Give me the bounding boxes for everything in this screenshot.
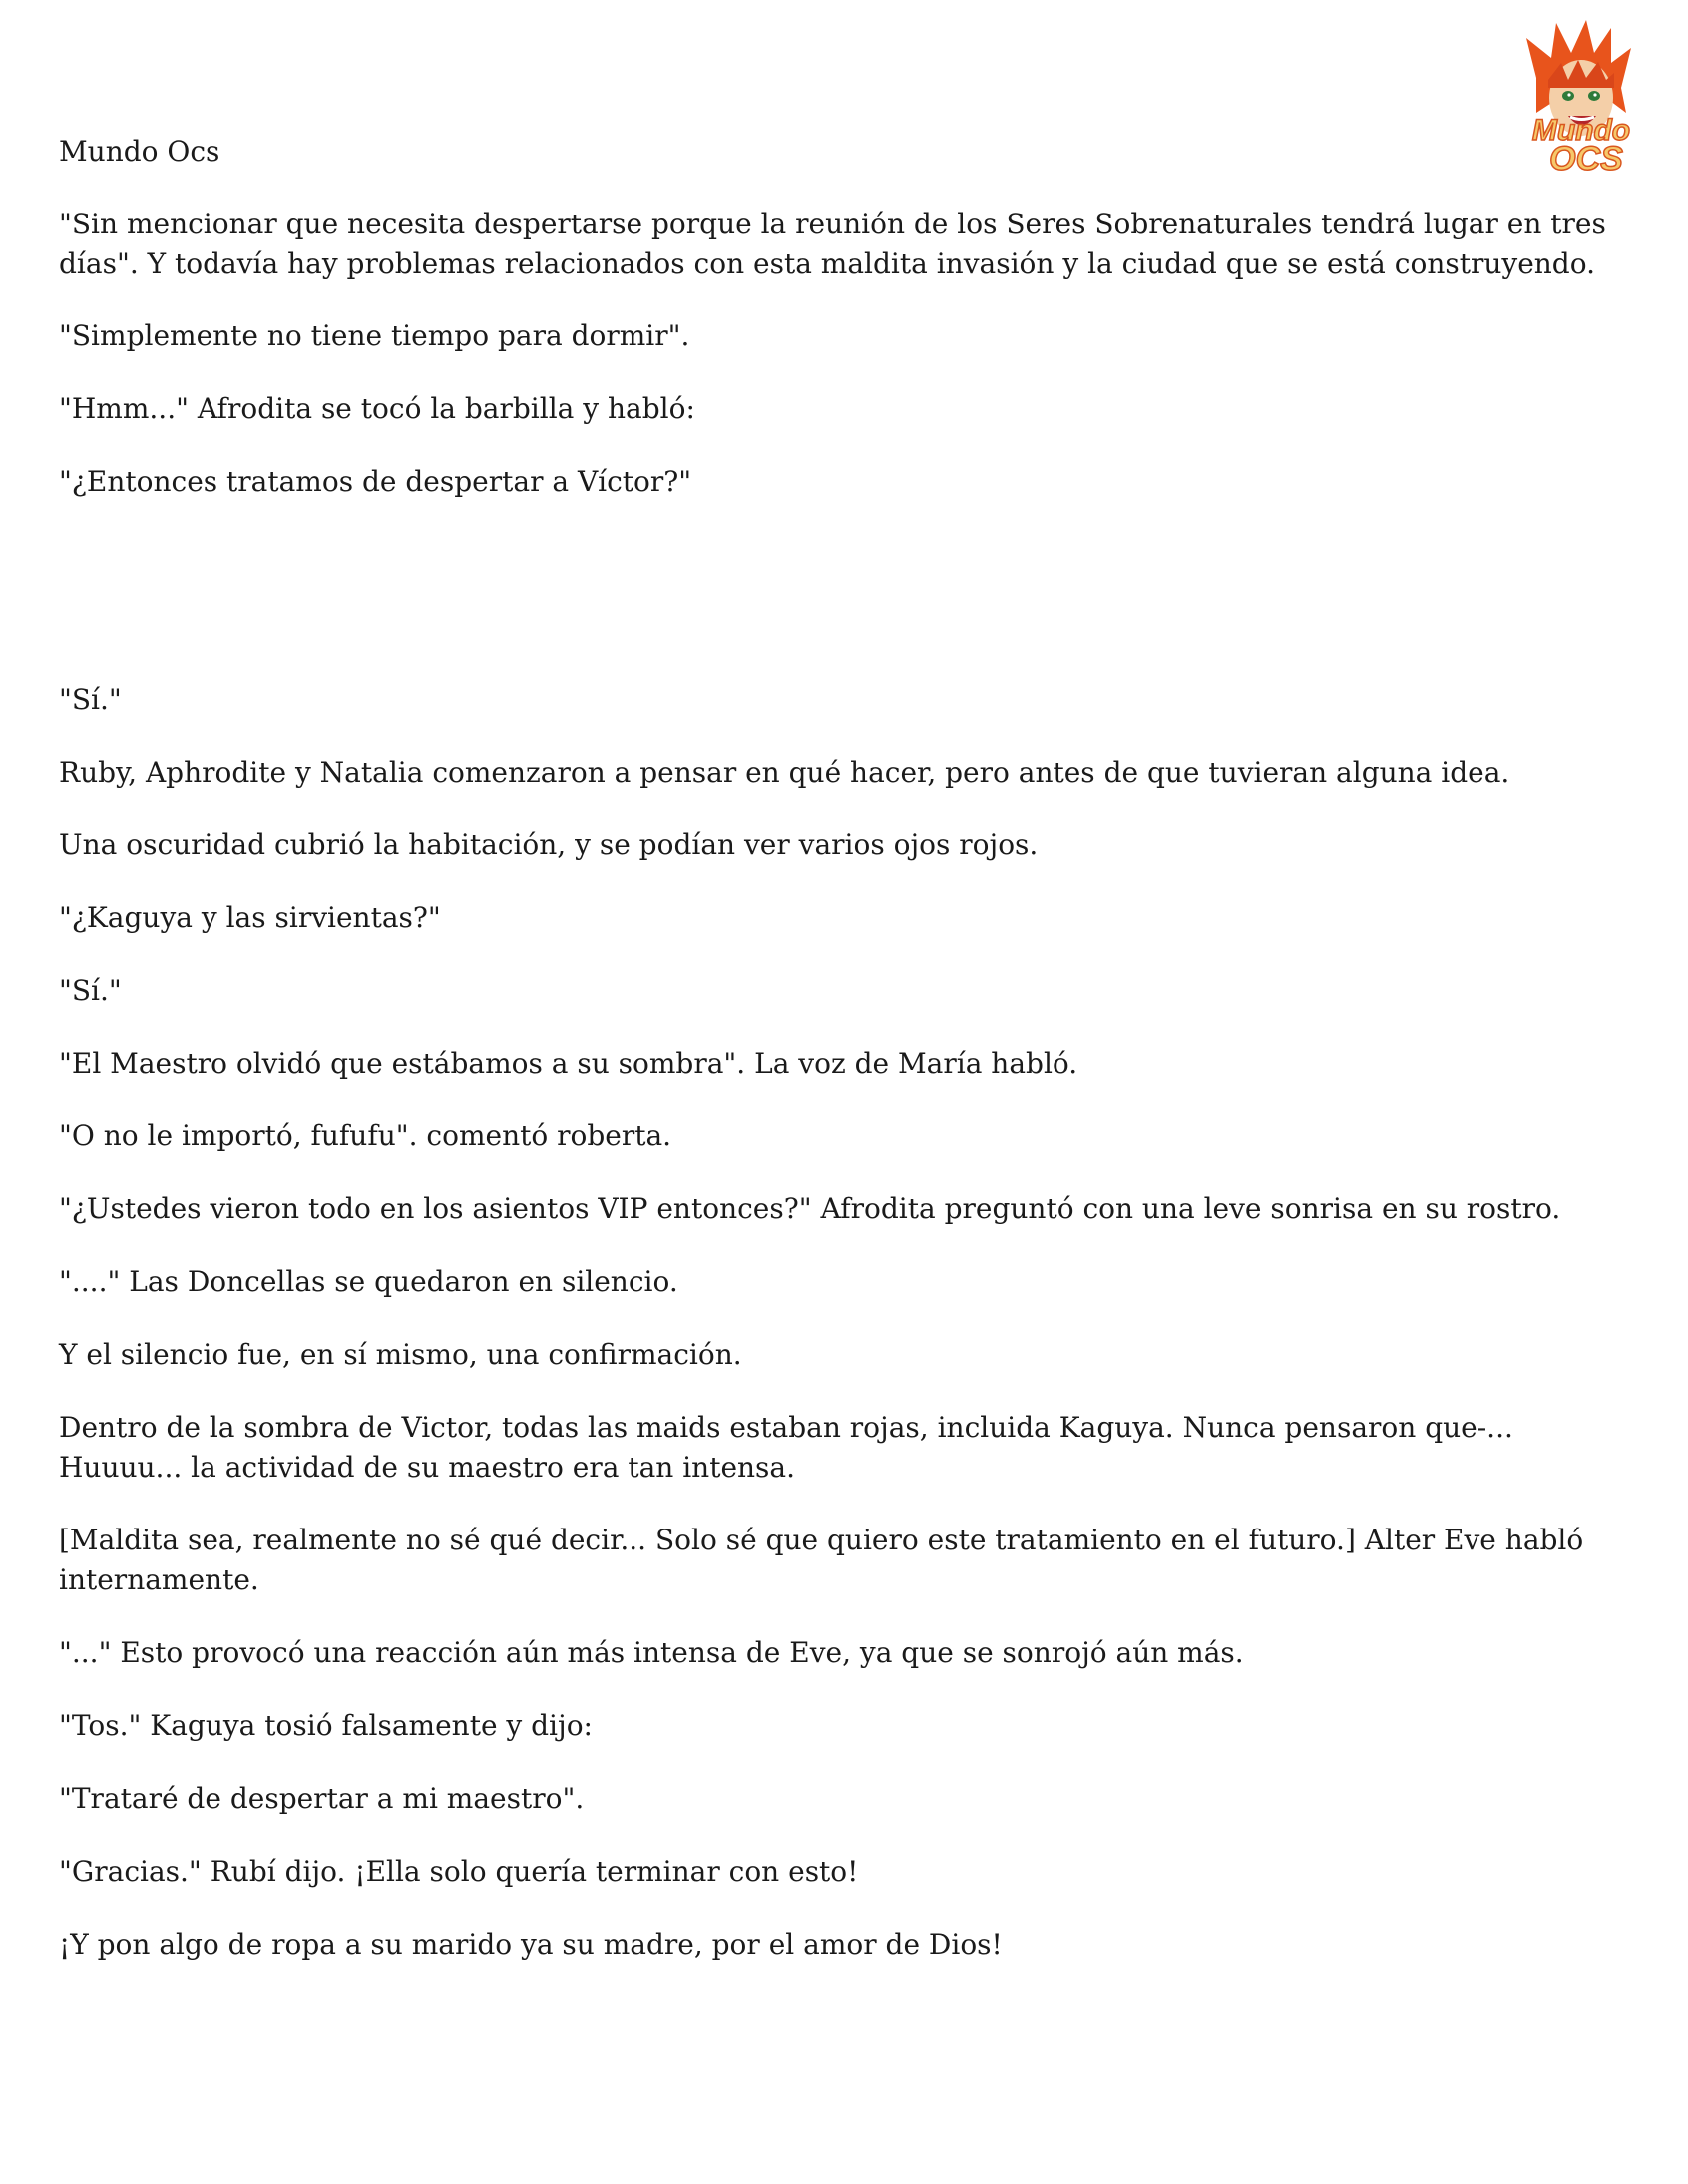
paragraph: ¡Y pon algo de ropa a su marido ya su madre, por el amor de Dios!	[59, 1928, 1003, 1961]
paragraph: "Hmm..." Afrodita se tocó la barbilla y habló:	[59, 392, 695, 425]
paragraph: "Sin mencionar que necesita despertarse porque la reunión de los Seres Sobrenaturales tendrá lugar en tres días". Y todavía hay problemas relacionados con esta maldita invasión y la ciudad que se está construyendo.	[59, 208, 1606, 280]
paragraph: "Sí."	[59, 974, 122, 1007]
paragraph: "...." Las Doncellas se quedaron en silencio.	[59, 1265, 678, 1298]
paragraph: "..." Esto provocó una reacción aún más intensa de Eve, ya que se sonrojó aún más.	[59, 1636, 1244, 1669]
paragraph: "¿Ustedes vieron todo en los asientos VIP entonces?" Afrodita preguntó con una leve sonrisa en su rostro.	[59, 1192, 1561, 1225]
logo-text-top: Mundo	[1531, 114, 1631, 147]
paragraph: "Sí."	[59, 683, 122, 716]
site-name: Mundo Ocs	[59, 135, 220, 168]
paragraph: "Trataré de despertar a mi maestro".	[59, 1782, 585, 1815]
paragraph: "El Maestro olvidó que estábamos a su sombra". La voz de María habló.	[59, 1047, 1078, 1080]
paragraph: [Maldita sea, realmente no sé qué decir... Solo sé que quiero este tratamiento en el futuro.] Alter Eve habló internamente.	[59, 1524, 1584, 1596]
logo-text-bottom: OCS	[1549, 140, 1623, 178]
paragraph: Dentro de la sombra de Victor, todas las maids estaban rojas, incluida Kaguya. Nunca pensaron que-... Huuuu... la actividad de su maestro era tan intensa.	[59, 1411, 1513, 1484]
paragraph: "Gracias." Rubí dijo. ¡Ella solo quería terminar con esto!	[59, 1855, 859, 1888]
paragraph: Una oscuridad cubrió la habitación, y se podían ver varios ojos rojos.	[59, 828, 1039, 861]
paragraph: "¿Entonces tratamos de despertar a Víctor?"	[59, 465, 692, 498]
paragraph: Ruby, Aphrodite y Natalia comenzaron a pensar en qué hacer, pero antes de que tuvieran alguna idea.	[59, 756, 1510, 789]
mundo-ocs-logo	[1506, 18, 1656, 178]
paragraph: "Tos." Kaguya tosió falsamente y dijo:	[59, 1709, 593, 1742]
paragraph: "¿Kaguya y las sirvientas?"	[59, 901, 441, 934]
paragraph: Y el silencio fue, en sí mismo, una confirmación.	[59, 1338, 742, 1371]
paragraph: "O no le importó, fufufu". comentó roberta.	[59, 1119, 672, 1152]
paragraph: "Simplemente no tiene tiempo para dormir".	[59, 319, 690, 352]
